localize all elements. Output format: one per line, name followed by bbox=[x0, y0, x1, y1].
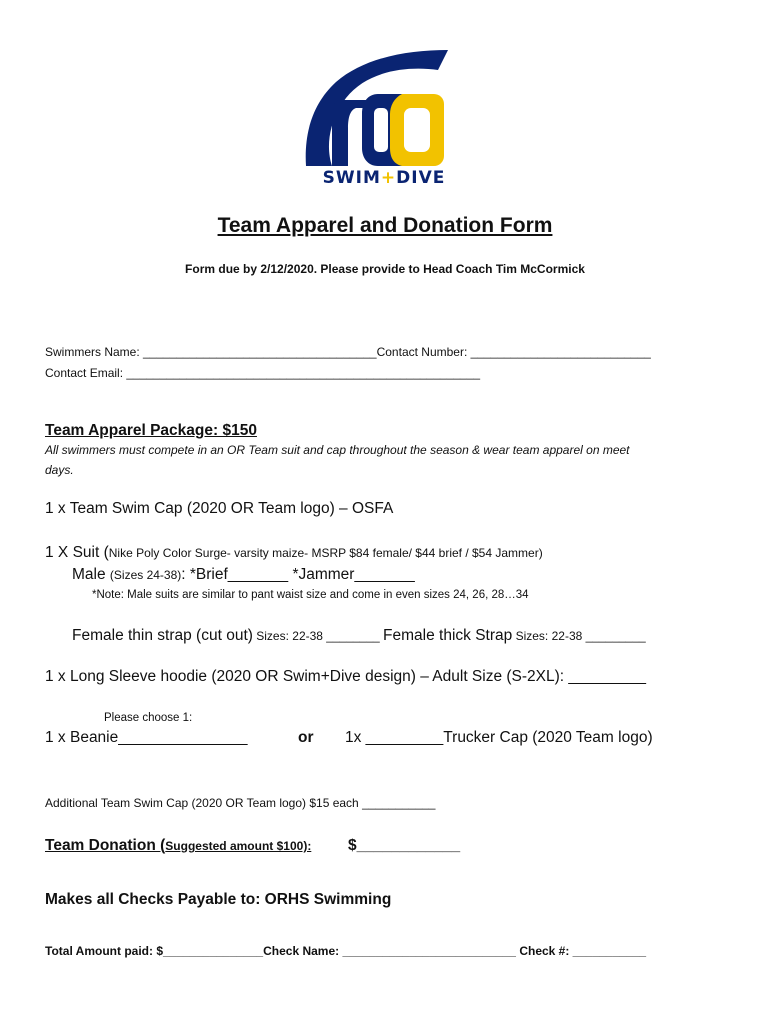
donation-amount-field[interactable]: $____________ bbox=[348, 837, 461, 854]
suit-detail: Nike Poly Color Surge- varsity maize- MSRP $84 female/ $44 brief / $54 Jammer) bbox=[108, 546, 543, 560]
or-separator: or bbox=[298, 729, 314, 746]
female-thick-label: Female thick Strap bbox=[383, 627, 513, 644]
trucker-cap-option[interactable]: 1x _________Trucker Cap (2020 Team logo) bbox=[345, 729, 653, 746]
choose-one-note: Please choose 1: bbox=[104, 712, 193, 724]
swim-dive-logo bbox=[298, 48, 470, 188]
male-sizes: (Sizes 24-38) bbox=[109, 568, 182, 582]
logo-o-hole bbox=[404, 108, 430, 152]
apparel-package-heading: Team Apparel Package: $150 bbox=[45, 422, 257, 439]
female-thin-label: Female thin strap (cut out) bbox=[72, 627, 253, 644]
beanie-option[interactable]: 1 x Beanie_______________ bbox=[45, 729, 248, 746]
checks-payable-note: Makes all Checks Payable to: ORHS Swimming bbox=[45, 891, 392, 908]
contact-email-field[interactable]: Contact Email: _____________________________________________________ bbox=[45, 366, 481, 380]
female-suit-line[interactable] bbox=[72, 627, 646, 645]
package-note-line1: All swimmers must compete in an OR Team suit and cap throughout the season & wear team apparel on meet bbox=[45, 443, 630, 457]
total-amount-line[interactable]: Total Amount paid: $_______________Check Name: __________________________ Check #: ___________ bbox=[45, 944, 647, 958]
swimmer-name-field[interactable]: Swimmers Name: ___________________________________Contact Number: ___________________________ bbox=[45, 345, 651, 359]
logo-o-left-hole bbox=[374, 108, 388, 152]
package-note-line2: days. bbox=[45, 463, 74, 477]
male-options[interactable]: : *Brief_______ *Jammer_______ bbox=[181, 566, 415, 583]
team-donation-line bbox=[45, 837, 311, 855]
female-thick-sizes[interactable]: Sizes: 22-38 _________ bbox=[512, 629, 646, 643]
additional-cap-item[interactable]: Additional Team Swim Cap (2020 OR Team logo) $15 each ___________ bbox=[45, 796, 436, 810]
female-thin-sizes[interactable]: Sizes: 22-38 ________ bbox=[252, 629, 384, 643]
suit-label: 1 X Suit ( bbox=[45, 544, 109, 561]
donation-suggested: Suggested amount $100): bbox=[165, 839, 312, 853]
logo-wordmark: SWIM+DIVE bbox=[322, 168, 446, 188]
male-label: Male bbox=[72, 566, 110, 583]
donation-label: Team Donation ( bbox=[45, 837, 166, 854]
page-title: Team Apparel and Donation Form bbox=[217, 214, 553, 237]
male-suit-line[interactable] bbox=[72, 566, 415, 584]
hoodie-item[interactable]: 1 x Long Sleeve hoodie (2020 OR Swim+Dive design) – Adult Size (S-2XL): _________ bbox=[45, 668, 646, 685]
suit-item bbox=[45, 544, 543, 562]
swim-cap-item: 1 x Team Swim Cap (2020 OR Team logo) – OSFA bbox=[45, 500, 394, 517]
male-suit-note: *Note: Male suits are similar to pant waist size and come in even sizes 24, 26, 28…34 bbox=[92, 589, 529, 601]
form-due-note: Form due by 2/12/2020. Please provide to Head Coach Tim McCormick bbox=[185, 262, 585, 276]
